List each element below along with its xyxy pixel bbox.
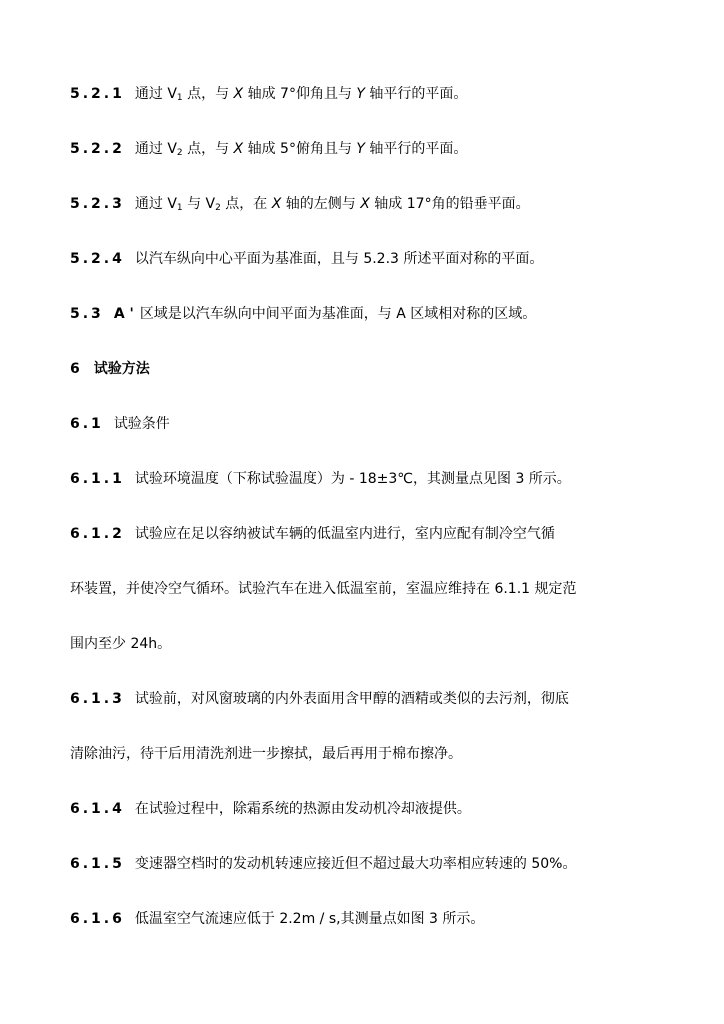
clause-text: 围内至少 24h。: [70, 636, 172, 652]
clause-6-1-2-continued: [70, 577, 684, 601]
clause-5-2-1: [70, 82, 684, 106]
clause-6-1-2: [70, 522, 684, 546]
clause-text: 通过 $V_1$ 点，与 X 轴成 7°仰角且与 Y 轴平行的平面。: [134, 86, 468, 103]
clause-number: 6.1.1: [70, 471, 125, 487]
clause-text: 以汽车纵向中心平面为基准面，且与 5.2.3 所述平面对称的平面。: [134, 251, 544, 267]
clause-number: 6.1.6: [70, 911, 125, 927]
clause-number: 6.1.5: [70, 856, 125, 872]
clause-number: 5.2.4: [70, 251, 125, 267]
clause-text: 试验前，对风窗玻璃的内外表面用含甲醇的酒精或类似的去污剂，彻底: [134, 691, 569, 707]
clause-text: 清除油污，待干后用清洗剂进一步擦拭，最后再用于棉布擦净。: [70, 746, 462, 762]
clause-5-2-2: [70, 137, 684, 161]
clause-6-1-4: [70, 797, 684, 821]
clause-6-1-1: [70, 467, 684, 491]
clause-6-1-3-continued: [70, 742, 684, 766]
clause-text: 试验环境温度（下称试验温度）为 - 18±3℃，其测量点见图 3 所示。: [134, 471, 571, 487]
clause-text: 变速器空档时的发动机转速应接近但不超过最大功率相应转速的 50%。: [134, 856, 577, 872]
clause-text: 通过 $V_1$ 与 $V_2$ 点，在 X 轴的左侧与 X 轴成 17°角的铅垂平面。: [134, 196, 530, 213]
clause-number: 5.2.2: [70, 141, 125, 157]
clause-6-1-6: [70, 907, 684, 931]
section-title: 试验方法: [93, 361, 150, 377]
clause-lead: A ': [113, 306, 134, 322]
section-number: 6: [70, 361, 80, 377]
clause-number: 5.3: [70, 306, 104, 322]
clause-text: 在试验过程中，除霜系统的热源由发动机冷却液提供。: [134, 801, 471, 817]
clause-number: 5.2.1: [70, 86, 125, 102]
clause-text: 试验应在足以容纳被试车辆的低温室内进行，室内应配有制冷空气循: [134, 526, 555, 542]
clause-5-3: [70, 302, 684, 326]
clause-5-2-3: [70, 192, 684, 216]
clause-number: 6.1.4: [70, 801, 125, 817]
clause-6-1: [70, 412, 684, 436]
clause-text: 环装置，并使冷空气循环。试验汽车在进入低温室前，室温应维持在 6.1.1 规定范: [70, 581, 577, 597]
clause-text: 区域是以汽车纵向中间平面为基准面，与 A 区域相对称的区域。: [139, 306, 537, 322]
clause-number: 5.2.3: [70, 196, 125, 212]
clause-number: 6.1.2: [70, 526, 125, 542]
clause-6-1-3: [70, 687, 684, 711]
clause-text: 试验条件: [113, 416, 170, 432]
clause-6-1-5: [70, 852, 684, 876]
clause-number: 6.1: [70, 416, 104, 432]
clause-5-2-4: [70, 247, 684, 271]
clause-number: 6.1.3: [70, 691, 125, 707]
clause-text: 低温室空气流速应低于 2.2m / s,其测量点如图 3 所示。: [134, 911, 485, 927]
section-6-heading: [70, 357, 684, 381]
clause-6-1-2-continued: [70, 632, 684, 656]
clause-text: 通过 $V_2$ 点，与 X 轴成 5°俯角且与 Y 轴平行的平面。: [134, 141, 468, 158]
